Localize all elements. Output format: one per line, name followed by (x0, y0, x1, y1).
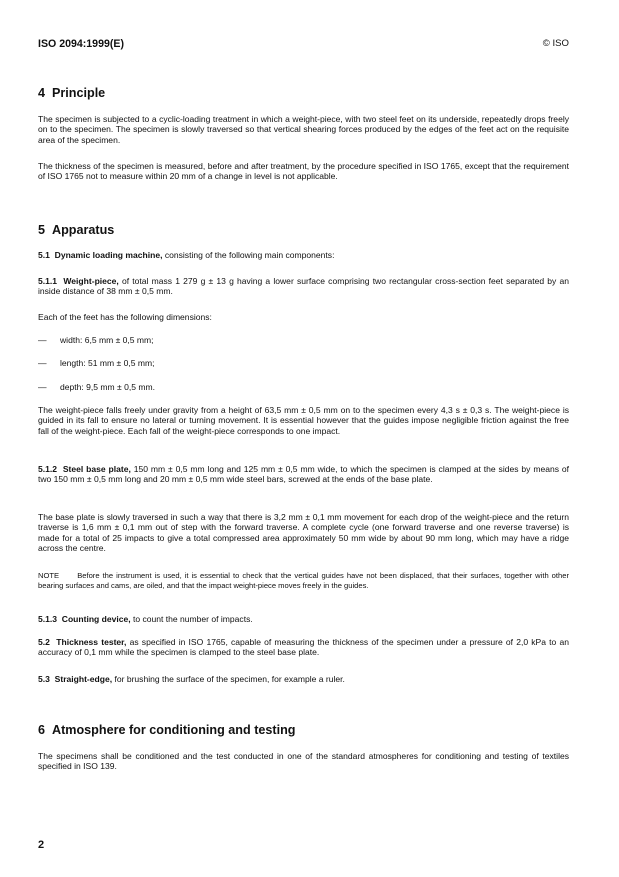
clause-5-1-3 (38, 614, 569, 624)
section-number: 5 (38, 223, 46, 237)
clause-text: of total mass 1 279 g ± 13 g having a lower surface comprising two rectangular cross-section feet separated by an inside distance of 38 mm ± 0,5 mm. (38, 276, 570, 297)
section-6-heading (38, 723, 295, 737)
clause-title: Thickness tester, (56, 637, 127, 647)
weight-piece-fall-paragraph: The weight-piece falls freely under gravity from a height of 63,5 mm ± 0,5 mm on to the specimen every 4,3 s ± 0,3 s. The weight-piece is guided in its fall to ensure no lateral or turning movement. It is essential however that the guides impose negligible friction against the free fall of the weight-piece. Each fall of the weight-piece corresponds to one impact. (38, 405, 569, 436)
clause-5-1 (38, 250, 569, 260)
clause-title: Weight-piece, (63, 276, 119, 286)
section-5-heading (38, 223, 114, 237)
clause-title: Dynamic loading machine, (54, 250, 163, 260)
section-title: Atmosphere for conditioning and testing (52, 723, 296, 737)
principle-paragraph-2: The thickness of the specimen is measured, before and after treatment, by the procedure specified in ISO 1765, except that the requirement of ISO 1765 not to measure within 20 mm of a change in level is not applicable. (38, 161, 569, 182)
clause-title: Straight-edge, (54, 674, 113, 684)
copyright-mark: © ISO (542, 38, 569, 49)
clause-number: 5.2 (38, 637, 50, 647)
dimension-item (38, 382, 155, 392)
dash-marker: — (38, 335, 47, 345)
clause-5-1-2 (38, 464, 569, 485)
clause-number: 5.3 (38, 674, 50, 684)
clause-text: for brushing the surface of the specimen, for example a ruler. (112, 674, 345, 684)
clause-number: 5.1 (38, 250, 50, 260)
note-label: NOTE (38, 571, 60, 580)
feet-intro: Each of the feet has the following dimensions: (38, 312, 212, 322)
section-title: Apparatus (52, 223, 115, 237)
clause-title: Counting device, (61, 614, 131, 624)
dimension-item (38, 335, 154, 345)
clause-text: to count the number of impacts. (130, 614, 253, 624)
clause-5-3 (38, 674, 569, 684)
section-4-heading (38, 86, 105, 100)
conditioning-paragraph: The specimens shall be conditioned and the test conducted in one of the standard atmospheres for conditioning and testing of textiles specified in ISO 139. (38, 751, 569, 772)
clause-5-2 (38, 637, 569, 658)
section-number: 6 (38, 723, 46, 737)
dimension-text: depth: 9,5 mm ± 0,5 mm. (60, 382, 155, 392)
dimension-item (38, 358, 154, 368)
clause-5-1-1 (38, 276, 569, 297)
clause-text: 150 mm ± 0,5 mm long and 125 mm ± 0,5 mm wide, to which the specimen is clamped at the sides by means of two 150 mm ± 0,5 mm long and 20 mm ± 0,5 mm wide steel bars, screwed at the ends of the base plate. (38, 464, 570, 485)
section-number: 4 (38, 86, 46, 100)
dash-marker: — (38, 382, 47, 392)
clause-text: consisting of the following main components: (162, 250, 335, 260)
document-id: ISO 2094:1999(E) (38, 38, 124, 50)
note-text: Before the instrument is used, it is essential to check that the vertical guides have not been displaced, that their surfaces, together with other bearing surfaces and cams, are oiled, and that the impact weight-piece moves freely in the guides. (38, 571, 569, 590)
base-plate-paragraph: The base plate is slowly traversed in such a way that there is 3,2 mm ± 0,1 mm movement for each drop of the weight-piece and the return traverse is 1,6 mm ± 0,1 mm out of step with the forward traverse. A complete cycle (one forward traverse and one reverse traverse) is made for a total of 25 impacts to give a total compressed area approximately 50 mm wide by about 90 mm long, which may have a ridge across the centre. (38, 512, 569, 553)
page-number: 2 (38, 839, 45, 851)
dimension-text: width: 6,5 mm ± 0,5 mm; (60, 335, 154, 345)
dimension-text: length: 51 mm ± 0,5 mm; (60, 358, 155, 368)
section-title: Principle (52, 86, 106, 100)
note-block (38, 571, 569, 590)
dash-marker: — (38, 358, 47, 368)
clause-number: 5.1.3 (38, 614, 58, 624)
clause-title: Steel base plate, (62, 464, 131, 474)
clause-text: as specified in ISO 1765, capable of measuring the thickness of the specimen under a pressure of 2,0 kPa to an accuracy of 0,1 mm while the specimen is clamped to the steel base plate. (38, 637, 569, 658)
clause-number: 5.1.2 (38, 464, 58, 474)
principle-paragraph-1: The specimen is subjected to a cyclic-loading treatment in which a weight-piece, with two steel feet on its underside, repeatedly drops freely on to the specimen. The specimen is slowly traversed so that vertical shearing forces produced by the edges of the feet act on the requisite area of the specimen. (38, 114, 569, 145)
clause-number: 5.1.1 (38, 276, 58, 286)
